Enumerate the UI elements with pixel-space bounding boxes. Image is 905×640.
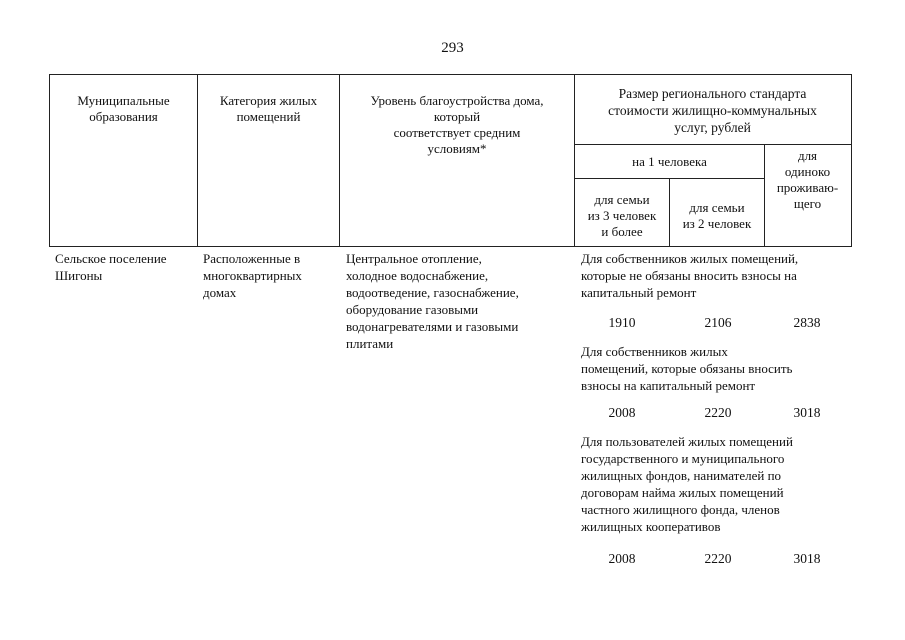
row-level-line: холодное водоснабжение, <box>346 268 489 283</box>
header-single-line: для <box>797 148 818 163</box>
row-level-line: водоотведение, газоснабжение, <box>346 285 519 300</box>
row-category <box>203 250 339 301</box>
header-family2-line: для семьи <box>689 200 745 215</box>
row-category-line: Расположенные в <box>203 251 301 266</box>
value-family2: 2106 <box>704 315 732 330</box>
row-category-line: многоквартирных <box>203 268 302 283</box>
header-standard-line: Размер регионального стандарта <box>618 86 807 101</box>
page-number: 293 <box>441 40 464 56</box>
group-label-line: Для собственников жилых <box>581 344 728 359</box>
header-level-line: который <box>433 109 481 124</box>
row-level-line: оборудование газовыми <box>346 302 479 317</box>
row-level <box>346 250 574 352</box>
group-label-line: капитальный ремонт <box>581 285 697 300</box>
header-family3-line: для семьи <box>594 192 650 207</box>
row-municipality-line: Сельское поселение <box>55 251 167 266</box>
header-category-line: помещений <box>236 109 301 124</box>
value-family2: 2220 <box>704 551 732 566</box>
group-label-line: частного жилищного фонда, членов <box>581 502 780 517</box>
header-standard <box>575 85 850 136</box>
group-3-values <box>0 551 905 569</box>
header-level <box>340 93 574 157</box>
value-single: 3018 <box>793 405 821 420</box>
group-3-label <box>581 433 851 535</box>
row-level-line: водонагревателями и газовыми <box>346 319 519 334</box>
header-single-line: проживаю- <box>776 180 839 195</box>
group-2-label <box>581 343 851 394</box>
group-label-line: жилищных фондов, нанимателей по <box>581 468 782 483</box>
header-per-person: на 1 человека <box>632 154 707 169</box>
group-label-line: которые не обязаны вносить взносы на <box>581 268 797 283</box>
header-municipality-line: Муниципальные <box>77 93 170 108</box>
row-category-line: домах <box>203 285 237 300</box>
header-single-line: щего <box>793 196 822 211</box>
group-label-line: договорам найма жилых помещений <box>581 485 784 500</box>
value-family2: 2220 <box>704 405 732 420</box>
row-municipality-line: Шигоны <box>55 268 103 283</box>
value-single: 3018 <box>793 551 821 566</box>
value-family3: 2008 <box>608 405 636 420</box>
header-level-line: Уровень благоустройства дома, <box>370 93 544 108</box>
header-single-line: одиноко <box>784 164 831 179</box>
value-family3: 1910 <box>608 315 636 330</box>
group-2-values <box>0 405 905 423</box>
header-standard-line: услуг, рублей <box>674 120 751 135</box>
group-label-line: Для собственников жилых помещений, <box>581 251 799 266</box>
row-level-line: Центральное отопление, <box>346 251 482 266</box>
group-1-label <box>581 250 851 301</box>
header-family2 <box>670 200 764 232</box>
row-municipality <box>55 250 197 284</box>
group-label-line: взносы на капитальный ремонт <box>581 378 756 393</box>
header-family3-line: из 3 человек <box>587 208 657 223</box>
row-level-line: плитами <box>346 336 394 351</box>
divider-standard <box>574 144 851 145</box>
value-family3: 2008 <box>608 551 636 566</box>
header-standard-line: стоимости жилищно-коммунальных <box>608 103 817 118</box>
group-label-line: жилищных кооперативов <box>581 519 721 534</box>
header-level-line: условиям* <box>427 141 487 156</box>
value-single: 2838 <box>793 315 821 330</box>
header-level-line: соответствует средним <box>393 125 521 140</box>
group-label-line: Для пользователей жилых помещений <box>581 434 793 449</box>
header-municipality <box>50 93 197 125</box>
header-family2-line: из 2 человек <box>682 216 752 231</box>
header-family3-line: и более <box>601 224 643 239</box>
header-category-line: Категория жилых <box>219 93 318 108</box>
header-family3 <box>575 192 669 240</box>
group-1-values <box>0 315 905 333</box>
group-label-line: государственного и муниципального <box>581 451 785 466</box>
header-single <box>765 148 850 212</box>
group-label-line: помещений, которые обязаны вносить <box>581 361 793 376</box>
header-category <box>198 93 339 125</box>
header-municipality-line: образования <box>89 109 158 124</box>
